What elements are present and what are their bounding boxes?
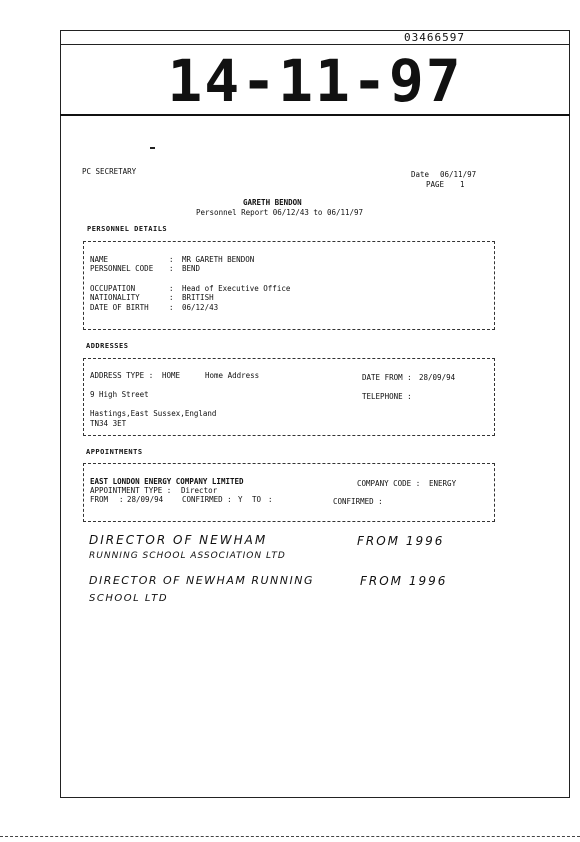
from-value: 28/09/94 <box>127 495 164 504</box>
scan-mark <box>150 147 155 149</box>
confirmed-value: Y <box>238 495 243 504</box>
handwritten-note-4: SCHOOL LTD <box>89 593 169 604</box>
colon: : <box>268 495 273 504</box>
to-label: TO <box>252 495 262 504</box>
handwritten-note-1-date: FROM 1996 <box>357 534 445 548</box>
colon: : <box>169 264 174 273</box>
company-name: EAST LONDON ENERGY COMPANY LIMITED <box>90 477 244 486</box>
date-of-birth-label: DATE OF BIRTH <box>90 303 149 312</box>
personnel-code-value: BEND <box>182 264 201 273</box>
telephone-label: TELEPHONE : <box>362 392 412 401</box>
person-name-heading: GARETH BENDON <box>243 198 302 207</box>
date-of-birth-value: 06/12/43 <box>182 303 219 312</box>
date-from-value: 28/09/94 <box>419 373 456 382</box>
handwritten-note-3: DIRECTOR OF NEWHAM RUNNING <box>89 574 314 587</box>
confirmed-label: CONFIRMED : <box>182 495 232 504</box>
section-personnel-details: PERSONNEL DETAILS <box>87 225 168 233</box>
occupation-value: Head of Executive Office <box>182 284 291 293</box>
name-label: NAME <box>90 255 109 264</box>
scan-edge-line <box>0 836 580 837</box>
colon: : <box>169 293 174 302</box>
address-type-description: Home Address <box>205 371 260 380</box>
page-label: PAGE <box>426 180 445 189</box>
colon: : <box>119 495 124 504</box>
name-value: MR GARETH BENDON <box>182 255 255 264</box>
received-date-stamp: 14-11-97 <box>167 47 463 115</box>
page-number: 1 <box>460 180 465 189</box>
date-from-label: DATE FROM : <box>362 373 412 382</box>
date-label: Date <box>411 170 430 179</box>
address-type-value: HOME <box>162 371 181 380</box>
colon: : <box>169 284 174 293</box>
colon: : <box>169 303 174 312</box>
appointment-type-value: Director <box>181 486 218 495</box>
address-line-2: Hastings,East Sussex,England <box>90 409 217 418</box>
section-addresses: ADDRESSES <box>86 342 129 350</box>
document-number: 03466597 <box>404 31 465 44</box>
handwritten-note-3-date: FROM 1996 <box>360 574 448 588</box>
colon: : <box>169 255 174 264</box>
address-type-label: ADDRESS TYPE : <box>90 371 154 380</box>
appointment-type-label: APPOINTMENT TYPE : <box>90 486 172 495</box>
report-title: Personnel Report 06/12/43 to 06/11/97 <box>196 208 364 217</box>
recipient: PC SECRETARY <box>82 167 137 176</box>
date-value: 06/11/97 <box>440 170 477 179</box>
occupation-label: OCCUPATION <box>90 284 136 293</box>
stamp-divider <box>60 114 570 116</box>
company-code-label: COMPANY CODE : <box>357 479 421 488</box>
from-label: FROM <box>90 495 109 504</box>
nationality-label: NATIONALITY <box>90 293 140 302</box>
nationality-value: BRITISH <box>182 293 214 302</box>
handwritten-note-1: DIRECTOR OF NEWHAM <box>89 533 268 547</box>
personnel-code-label: PERSONNEL CODE <box>90 264 154 273</box>
confirmed-label-2: CONFIRMED : <box>333 497 383 506</box>
company-code-value: ENERGY <box>429 479 457 488</box>
address-postcode: TN34 3ET <box>90 419 127 428</box>
section-appointments: APPOINTMENTS <box>86 448 143 456</box>
handwritten-note-2: RUNNING SCHOOL ASSOCIATION LTD <box>89 551 286 561</box>
address-line-1: 9 High Street <box>90 390 149 399</box>
top-divider <box>60 44 570 45</box>
